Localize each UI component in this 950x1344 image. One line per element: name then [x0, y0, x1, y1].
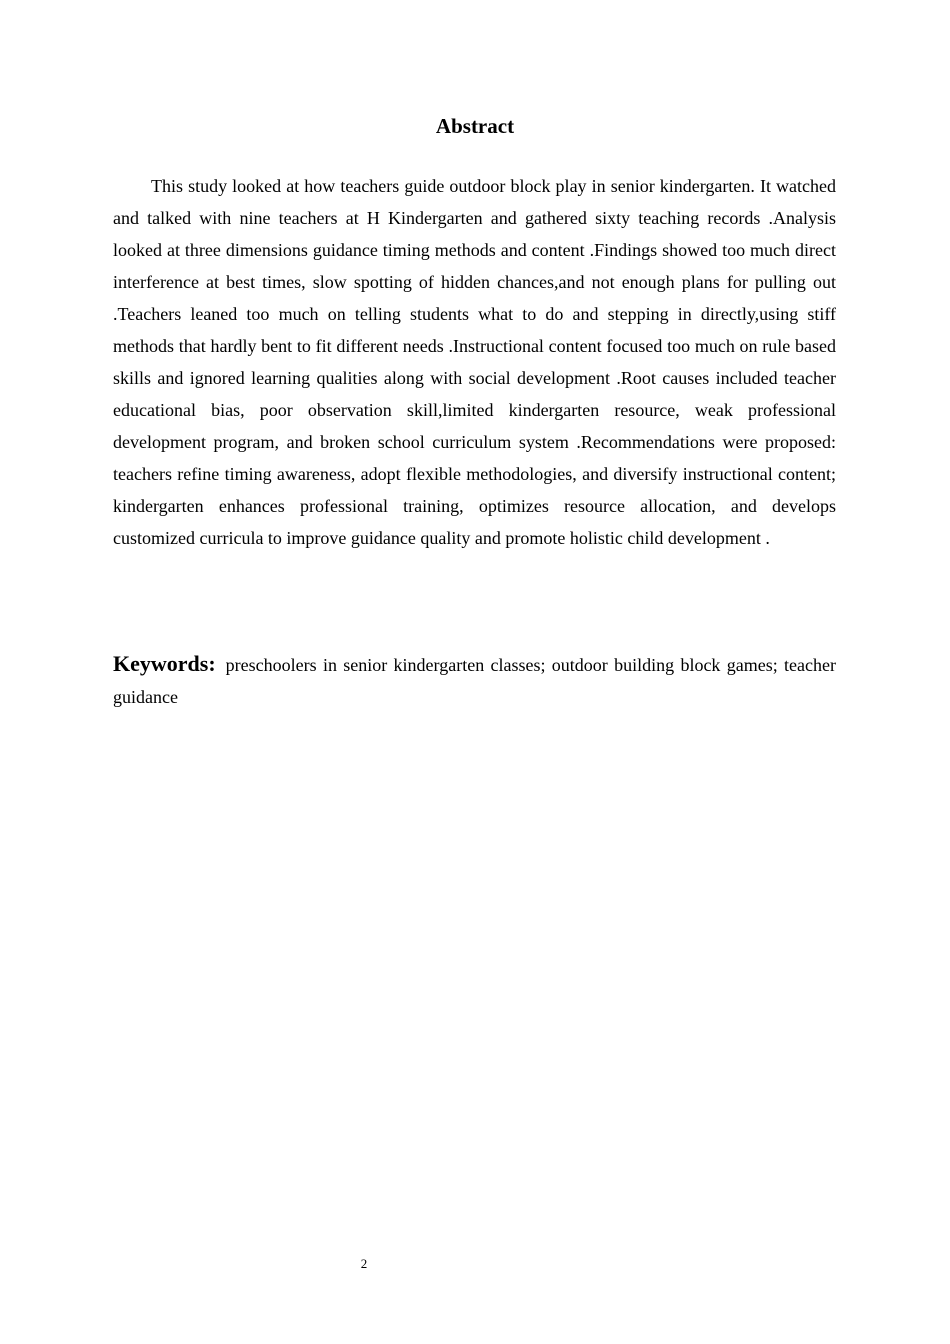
abstract-heading: Abstract	[435, 114, 515, 138]
keywords-label: Keywords:	[113, 651, 216, 676]
page-number: 2	[360, 1256, 368, 1271]
keywords-text: preschoolers in senior kindergarten classes; outdoor building block games; teacher guidance	[113, 655, 836, 707]
abstract-paragraph: This study looked at how teachers guide outdoor block play in senior kindergarten. It watched and talked with nine teachers at H Kindergarten and gathered sixty teaching records .Analysis looked at three dimensions guidance timing methods and content .Findings showed too much direct interference at best times, slow spotting of hidden chances,and not enough plans for pulling out .Teachers leaned too much on telling students what to do and stepping in directly,using stiff methods that hardly bent to fit different needs .Instructional content focused too much on rule based skills and ignored learning qualities along with social development .Root causes included teacher educational bias, poor observation skill,limited kindergarten resource, weak professional development program, and broken school curriculum system .Recommendations were proposed: teachers refine timing awareness, adopt flexible methodologies, and diversify instructional content; kindergarten enhances professional training, optimizes resource allocation, and develops customized curricula to improve guidance quality and promote holistic child development .	[113, 176, 836, 548]
keywords-paragraph	[113, 648, 836, 713]
